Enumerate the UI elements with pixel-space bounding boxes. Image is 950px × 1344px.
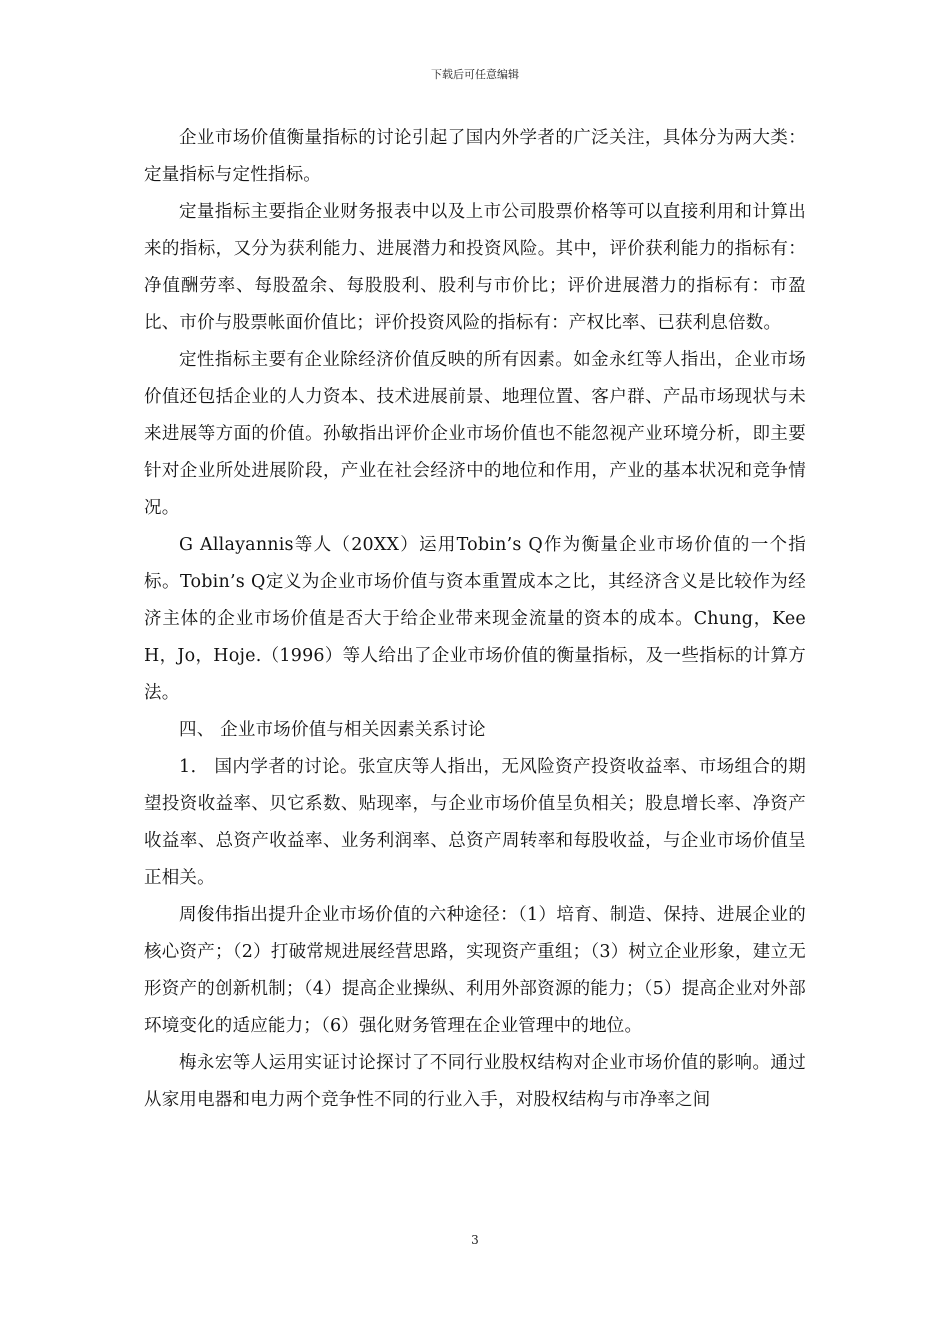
paragraph-ownership-structure: 梅永宏等人运用实证讨论探讨了不同行业股权结构对企业市场价值的影响。通过从家用电器和电力两个竞争性不同的行业入手，对股权结构与市净率之间	[144, 1053, 806, 1110]
paragraph-qualitative-indicators: 定性指标主要有企业除经济价值反映的所有因素。如金永红等人指出，企业市场价值还包括企业的人力资本、技术进展前景、地理位置、客户群、产品市场现状与未来进展等方面的价值。孙敏指出评价企业市场价值也不能忽视产业环境分析，即主要针对企业所处进展阶段，产业在社会经济中的地位和作用，产业的基本状况和竞争情况。	[144, 350, 806, 518]
page-header-note: 下载后可任意编辑	[431, 68, 519, 81]
section-heading-four: 四、 企业市场价值与相关因素关系讨论	[179, 720, 486, 740]
page-number: 3	[471, 1233, 479, 1247]
paragraph-tobins-q: G Allayannis等人（20XX）运用Tobin’s Q作为衡量企业市场价值的一个指标。Tobin’s Q定义为企业市场价值与资本重置成本之比，其经济含义是比较作为经济主体的企业市场价值是否大于给企业带来现金流量的资本的成本。Chung，Kee H，Jo，Hoje.（1996）等人给出了企业市场价值的衡量指标，及一些指标的计算方法。	[144, 535, 806, 703]
document-body	[144, 120, 806, 1119]
paragraph-domestic-research: 1． 国内学者的讨论。张宣庆等人指出，无风险资产投资收益率、市场组合的期望投资收益率、贝它系数、贴现率，与企业市场价值呈负相关；股息增长率、净资产收益率、总资产收益率、业务利润率、总资产周转率和每股收益，与企业市场价值呈正相关。	[144, 757, 806, 888]
paragraph-six-approaches: 周俊伟指出提升企业市场价值的六种途径：（1）培育、制造、保持、进展企业的核心资产；（2）打破常规进展经营思路，实现资产重组；（3）树立企业形象，建立无形资产的创新机制；（4）提高企业操纵、利用外部资源的能力；（5）提高企业对外部环境变化的适应能力；（6）强化财务管理在企业管理中的地位。	[144, 905, 806, 1036]
paragraph-evaluation-overview: 企业市场价值衡量指标的讨论引起了国内外学者的广泛关注，具体分为两大类：定量指标与定性指标。	[144, 128, 806, 185]
paragraph-quantitative-indicators: 定量指标主要指企业财务报表中以及上市公司股票价格等可以直接利用和计算出来的指标，又分为获利能力、进展潜力和投资风险。其中，评价获利能力的指标有：净值酬劳率、每股盈余、每股股利、股利与市价比；评价进展潜力的指标有：市盈比、市价与股票帐面价值比；评价投资风险的指标有：产权比率、已获利息倍数。	[144, 202, 806, 333]
